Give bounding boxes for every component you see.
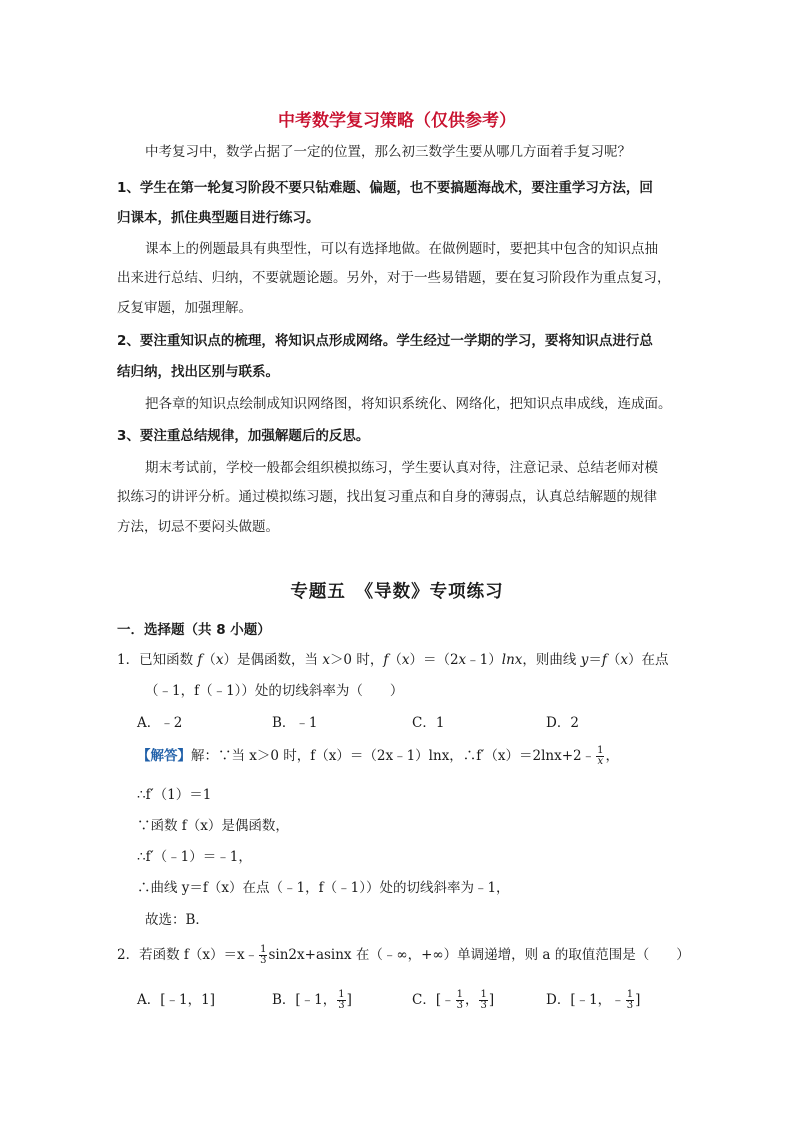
q2-choice-b[interactable]: B．[﹣1， $\frac{1}{3}$ ] [272,989,352,1011]
p1-heading-line1: 1、学生在第一轮复习阶段不要只钻难题、偏题，也不要搞题海战术，要注重学习方法，回 [117,180,653,196]
q1-solution-line4: ∴f′（﹣1）＝﹣1， [137,849,252,865]
q1-choice-c[interactable]: C．1 [412,715,445,731]
p3-body-line2: 拟练习的讲评分析。通过模拟练习题，找出复习重点和自身的薄弱点，认真总结解题的规律 [117,489,657,505]
answer-tag: 【解答】 [137,748,191,764]
p2-heading-line2: 结归纳，找出区别与联系。 [117,364,279,380]
q2-choice-c[interactable]: C．[﹣ $\frac{1}{3}$ ， $\frac{1}{3}$ ] [412,989,495,1011]
q1-solution-line1: 【解答】解：∵当 x＞0 时，f（x）＝（2x﹣1）lnx，∴f′（x）＝2lnx+2﹣ $\frac{1}{x}$ ， [137,745,619,767]
fraction: $\frac{1}{3}$ [260,944,267,966]
q2-stem: 2．若函数 f（x）＝x﹣ $\frac{1}{3}$ sin2x+asinx 在（﹣∞，+∞）单调递增，则 a 的取值范围是（ ） [117,944,690,966]
fraction: $\frac{1}{3}$ [456,989,463,1011]
p3-body-line1: 期末考试前，学校一般都会组织模拟练习，学生要认真对待，注意记录、总结老师对模 [145,460,658,476]
q1-choice-a[interactable]: A．﹣2 [137,715,183,731]
p2-heading-line1: 2、要注重知识点的梳理，将知识点形成网络。学生经过一学期的学习，要将知识点进行总 [117,333,653,349]
q1-solution-line6: 故选：B． [145,912,209,928]
p1-body-line1: 课本上的例题最具有典型性，可以有选择地做。在做例题时，要把其中包含的知识点抽 [145,241,658,257]
fraction: $\frac{1}{x}$ [597,745,604,767]
strategy-title: 中考数学复习策略（仅供参考） [278,111,516,131]
section-heading: 一．选择题（共 8 小题） [117,622,271,638]
p3-body-line3: 方法，切忌不要闷头做题。 [117,519,279,535]
q1-solution-line3: ∵函数 f（x）是偶函数， [137,818,289,834]
fraction: $\frac{1}{3}$ [480,989,487,1011]
fraction: $\frac{1}{3}$ [626,989,634,1011]
q1-stem-line2: （﹣1，f（﹣1））处的切线斜率为（ ） [145,683,404,699]
q2-choice-a[interactable]: A．[﹣1，1] [137,992,215,1008]
p2-body: 把各章的知识点绘制成知识网络图，将知识系统化、网络化，把知识点串成线，连成面。 [145,396,672,412]
strategy-intro: 中考复习中，数学占据了一定的位置，那么初三数学生要从哪几方面着手复习呢？ [145,144,631,160]
q2-choices [137,988,677,1011]
p1-body-line2: 出来进行总结、归纳，不要就题论题。另外，对于一些易错题，要在复习阶段作为重点复习， [117,270,671,286]
p1-heading-line2: 归课本，抓住典型题目进行练习。 [117,210,320,226]
q1-choice-b[interactable]: B．﹣1 [272,715,318,731]
q1-choice-d[interactable]: D．2 [546,715,579,731]
fraction: $\frac{1}{3}$ [338,989,345,1011]
q2-choice-d[interactable]: D．[﹣1，﹣ $\frac{1}{3}$ ] [546,989,641,1011]
q1-stem-line1: 1．已知函数 f（x）是偶函数，当 x＞0 时，f（x）＝（2x﹣1）lnx，则曲线 y＝f（x）在点 [117,652,669,668]
p1-body-line3: 反复审题，加强理解。 [117,300,252,316]
q1-solution-line2: ∴f′（1）＝1 [137,787,212,803]
p3-heading: 3、要注重总结规律，加强解题后的反思。 [117,428,370,444]
q1-solution-line5: ∴曲线 y＝f（x）在点（﹣1，f（﹣1））处的切线斜率为﹣1， [137,880,510,896]
q1-choices [137,711,677,731]
topic-title: 专题五 《导数》专项练习 [290,582,504,602]
